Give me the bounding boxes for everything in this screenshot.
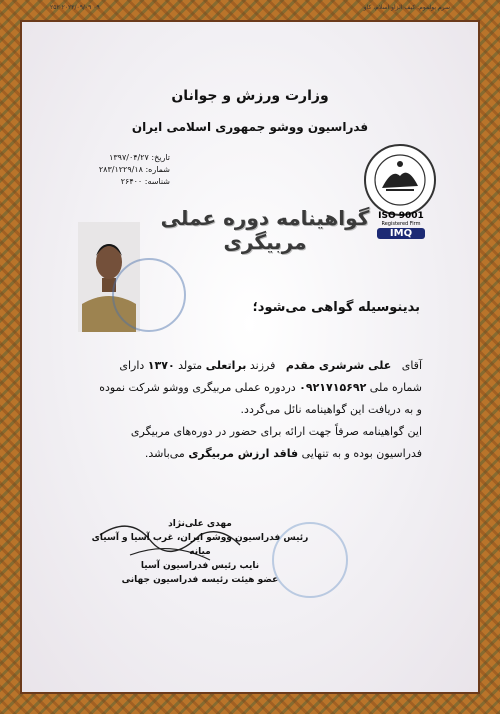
signatory-title-3: عضو هیئت رئیسه فدراسیون جهانی (121, 575, 279, 585)
photo-stamp (112, 258, 186, 332)
signatory-name: مهدی علی‌نژاد (168, 519, 232, 529)
certificate-title: گواهینامه دوره عملی مربیگری (160, 206, 370, 254)
iso-brand: IMQ (377, 228, 425, 239)
no-coaching-value: فاقد ارزش مربیگری (188, 447, 299, 460)
signature-block (80, 517, 320, 587)
signatory-title-1: رئیس فدراسیون ووشو ایران، غرب آسیا و آسیای میانه (91, 533, 309, 557)
birth-year: ۱۳۷۰ (147, 359, 175, 372)
body-line-5-b: می‌باشد. (144, 447, 185, 460)
signatory-title-2: نایب رئیس فدراسیون آسیا (140, 561, 260, 571)
born-label: متولد (178, 359, 203, 372)
top-strip (0, 4, 500, 16)
document-meta (60, 152, 170, 188)
certificate-body (82, 355, 422, 465)
meta-date: تاریخ: ۱۳۹۷/۰۴/۲۷ (109, 153, 170, 162)
iso-registered: Registered Firm (381, 221, 421, 227)
course-text: دردوره عملی مربیگری ووشو شرکت نموده (99, 381, 296, 394)
top-strip-left: ۲۵۲ ۲۰۲۲/۰۹/۰۹ ۰۹ (50, 4, 100, 11)
national-id: ۰۹۲۱۷۱۵۶۹۲ (299, 381, 367, 394)
title-mr: آقای (401, 359, 422, 372)
having-label: دارای (119, 359, 145, 372)
body-line-1 (82, 355, 422, 377)
body-line-3: و به دریافت این گواهینامه نائل می‌گردد. (240, 403, 422, 416)
meta-id: شناسه: ۲۶۴۰۰ (120, 177, 170, 186)
national-id-label: شماره ملی (369, 381, 422, 394)
father-name: براتعلی (205, 359, 247, 372)
body-line-2 (82, 377, 422, 399)
holder-name: علی شرشری مقدم (285, 359, 392, 372)
body-line-5-a: فدراسیون بوده و به تنهایی (301, 447, 422, 460)
federation-title: فدراسیون ووشو جمهوری اسلامی ایران (131, 120, 369, 134)
certification-intro: بدینوسیله گواهی می‌شود؛ (252, 300, 420, 315)
top-strip-right: سرم پولموم: کیف الزاو اسلام، کاو (363, 4, 450, 11)
ministry-title: وزارت ورزش و جوانان (171, 88, 329, 104)
body-line-4: این گواهینامه صرفاً جهت ارائه برای حضور در دوره‌های مربیگری (130, 425, 422, 438)
meta-number: شماره: ۲۸۳/۱۲۲۹/۱۸ (98, 165, 170, 174)
body-line-5 (82, 443, 422, 465)
iso-number: ISO 9001 (378, 211, 424, 221)
son-of-label: فرزند (249, 359, 276, 372)
